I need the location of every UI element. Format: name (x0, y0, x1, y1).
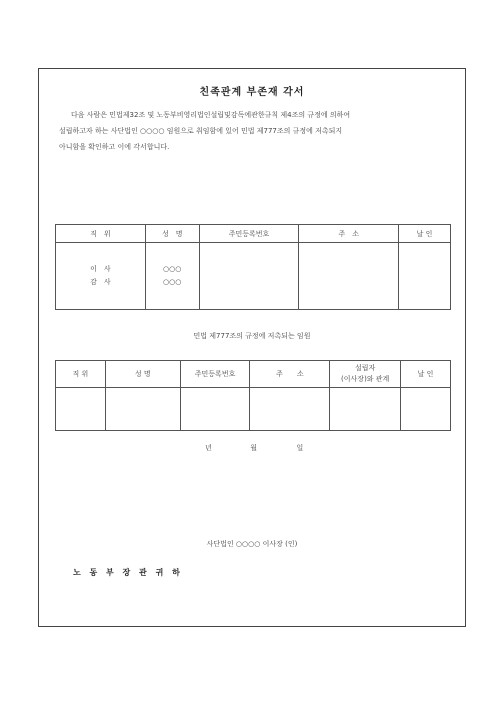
header-resident-number: 주민등록번호 (199, 225, 299, 243)
header-name: 성 명 (145, 225, 199, 243)
date-year: 년 (205, 444, 212, 452)
resident-number-cell[interactable] (199, 243, 299, 310)
relation-cell[interactable] (330, 388, 401, 431)
positions-cell (56, 243, 146, 310)
signature-line: 사단법인 ○○○○ 이사장 (인) (206, 540, 298, 548)
name-director: ○○○ (163, 265, 182, 273)
header-name: 성 명 (105, 361, 180, 388)
header-relation: (이사장)와 관계 (341, 375, 390, 383)
header-seal: 날 인 (401, 361, 451, 388)
conflict-table-header (56, 361, 451, 388)
seal-cell[interactable] (401, 388, 451, 431)
header-resident-number: 주민등록번호 (180, 361, 250, 388)
conflict-officers-subtitle: 민법 제777조의 규정에 저촉되는 임원 (193, 332, 311, 340)
position-cell[interactable] (56, 388, 106, 431)
address-cell[interactable] (250, 388, 330, 431)
statement-line-1: 다음 사람은 민법제32조 및 노동부비영리법인설립및감독에관한규칙 제4조의 규정에 의하여 (71, 111, 351, 119)
statement-paragraph (59, 107, 451, 155)
header-founder-relation (330, 361, 401, 388)
addressee: 노 동 부 장 관 귀 하 (73, 568, 183, 577)
date-line (205, 443, 303, 453)
seal-cell[interactable] (399, 243, 451, 310)
document-title: 친족관계 부존재 각서 (199, 87, 305, 98)
document-frame (38, 68, 466, 627)
statement-line-2: 설립하고자 하는 사단법인 ○○○○ 임원으로 취임함에 있어 민법 제777조의 규정에 저촉되지 (59, 127, 343, 135)
date-month: 월 (250, 444, 257, 452)
statement-line-3: 아니함을 확인하고 이에 각서합니다. (59, 143, 170, 151)
officers-table (55, 224, 451, 310)
table-row (56, 243, 451, 310)
name-cell[interactable] (105, 388, 180, 431)
name-auditor: ○○○ (163, 278, 182, 286)
header-address: 주 소 (299, 225, 399, 243)
header-position: 직 위 (56, 361, 106, 388)
header-seal: 날 인 (399, 225, 451, 243)
names-cell (145, 243, 199, 310)
header-position: 직 위 (56, 225, 146, 243)
address-cell[interactable] (299, 243, 399, 310)
resident-number-cell[interactable] (180, 388, 250, 431)
date-day: 일 (296, 444, 304, 452)
header-address: 주 소 (250, 361, 330, 388)
officers-table-header (56, 225, 451, 243)
position-auditor: 감 사 (90, 278, 111, 286)
position-director: 이 사 (90, 265, 111, 273)
header-founder: 설립자 (355, 364, 376, 372)
conflict-officers-table (55, 360, 451, 431)
table-row (56, 388, 451, 431)
